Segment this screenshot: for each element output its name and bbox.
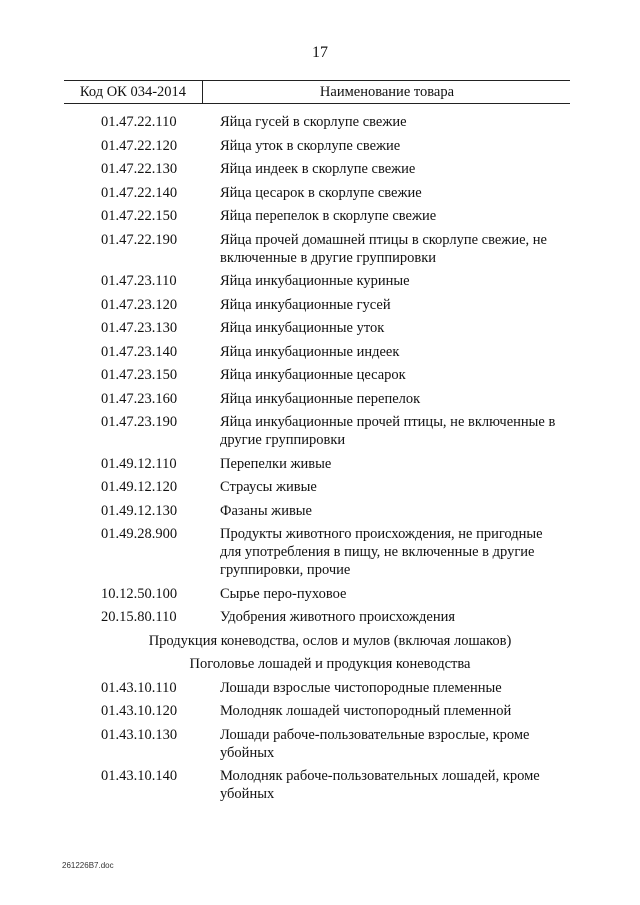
row-code: 01.47.23.130 [101, 320, 178, 336]
table-row [0, 767, 640, 803]
row-code: 01.47.23.150 [101, 367, 178, 383]
table-row [0, 137, 640, 155]
row-name: Лошади рабоче-пользовательные взрослые, кроме убойных [220, 726, 530, 761]
table-row [0, 702, 640, 720]
row-code: 01.43.10.110 [101, 679, 177, 696]
row-code: 01.49.12.120 [101, 479, 178, 495]
row-name: Удобрения животного происхождения [220, 609, 456, 625]
row-name: Яйца уток в скорлупе свежие [220, 137, 401, 154]
row-code: 20.15.80.110 [101, 609, 177, 625]
document-filename: 261226B7.doc [62, 861, 114, 870]
row-code: 01.47.22.150 [101, 208, 178, 224]
table-body [0, 113, 640, 809]
table-row [0, 525, 640, 579]
table-header [64, 80, 570, 104]
row-code: 10.12.50.100 [101, 585, 178, 602]
table-row [0, 679, 640, 697]
row-code: 01.47.22.140 [101, 184, 178, 201]
table-row [0, 160, 640, 178]
row-name: Яйца инкубационные индеек [220, 343, 400, 360]
table-row [0, 366, 640, 384]
row-code: 01.47.23.140 [101, 343, 178, 360]
row-name: Яйца перепелок в скорлупе свежие [220, 208, 437, 224]
section-heading-1: Продукция коневодства, ослов и мулов (включая лошаков) [148, 632, 512, 649]
row-name: Яйца инкубационные прочей птицы, не включенные в другие группировки [220, 414, 556, 448]
table-row [0, 184, 640, 202]
row-name: Яйца инкубационные уток [220, 320, 385, 336]
header-code-label: Код ОК 034-2014 [64, 81, 203, 103]
row-name: Продукты животного происхождения, не пригодные для употребления в пищу, не включенные в другие группировки, прочие [220, 526, 543, 578]
table-row [0, 207, 640, 225]
table-row [0, 390, 640, 408]
row-code: 01.49.28.900 [101, 526, 178, 542]
row-name: Страусы живые [220, 479, 317, 495]
row-name: Лошади взрослые чистопородные племенные [220, 679, 502, 696]
table-row [0, 478, 640, 496]
table-row [0, 585, 640, 603]
table-row [0, 319, 640, 337]
row-name: Яйца цесарок в скорлупе свежие [220, 184, 422, 201]
table-row [0, 726, 640, 762]
row-name: Яйца гусей в скорлупе свежие [220, 114, 407, 130]
row-name: Яйца инкубационные гусей [220, 296, 391, 313]
section-heading-2: Поголовье лошадей и продукция коневодства [189, 656, 471, 672]
row-code: 01.47.22.190 [101, 231, 178, 248]
row-code: 01.49.12.130 [101, 502, 178, 519]
row-name: Яйца инкубационные цесарок [220, 367, 406, 383]
table-row [0, 455, 640, 473]
row-code: 01.47.22.110 [101, 114, 177, 130]
row-name: Яйца прочей домашней птицы в скорлупе свежие, не включенные в другие группировки [220, 231, 547, 266]
row-code: 01.47.22.130 [101, 161, 178, 177]
row-name: Фазаны живые [220, 502, 312, 519]
table-row [0, 231, 640, 267]
row-code: 01.47.23.120 [101, 296, 178, 313]
row-name: Яйца инкубационные перепелок [220, 390, 421, 407]
row-code: 01.47.22.120 [101, 137, 178, 154]
page-number: 17 [312, 44, 328, 61]
row-name: Яйца инкубационные куриные [220, 273, 410, 289]
row-code: 01.43.10.120 [101, 703, 178, 719]
table-row [0, 502, 640, 520]
row-name: Молодняк лошадей чистопородный племенной [220, 703, 512, 719]
rows-group-1 [0, 113, 640, 626]
row-code: 01.47.23.160 [101, 390, 178, 407]
rows-group-2 [0, 679, 640, 804]
row-name: Молодняк рабоче-пользовательных лошадей, кроме убойных [220, 768, 540, 802]
row-code: 01.47.23.190 [101, 414, 178, 430]
table-row [0, 608, 640, 626]
row-code: 01.43.10.140 [101, 768, 178, 784]
row-code: 01.43.10.130 [101, 726, 178, 743]
row-name: Перепелки живые [220, 455, 332, 472]
table-row [0, 113, 640, 131]
table-row [0, 343, 640, 361]
row-name: Сырье перо-пуховое [220, 585, 347, 602]
table-row [0, 296, 640, 314]
table-row [0, 413, 640, 449]
row-code: 01.49.12.110 [101, 455, 177, 472]
header-name-label: Наименование товара [319, 84, 455, 100]
table-row [0, 272, 640, 290]
row-name: Яйца индеек в скорлупе свежие [220, 161, 416, 177]
row-code: 01.47.23.110 [101, 273, 177, 289]
